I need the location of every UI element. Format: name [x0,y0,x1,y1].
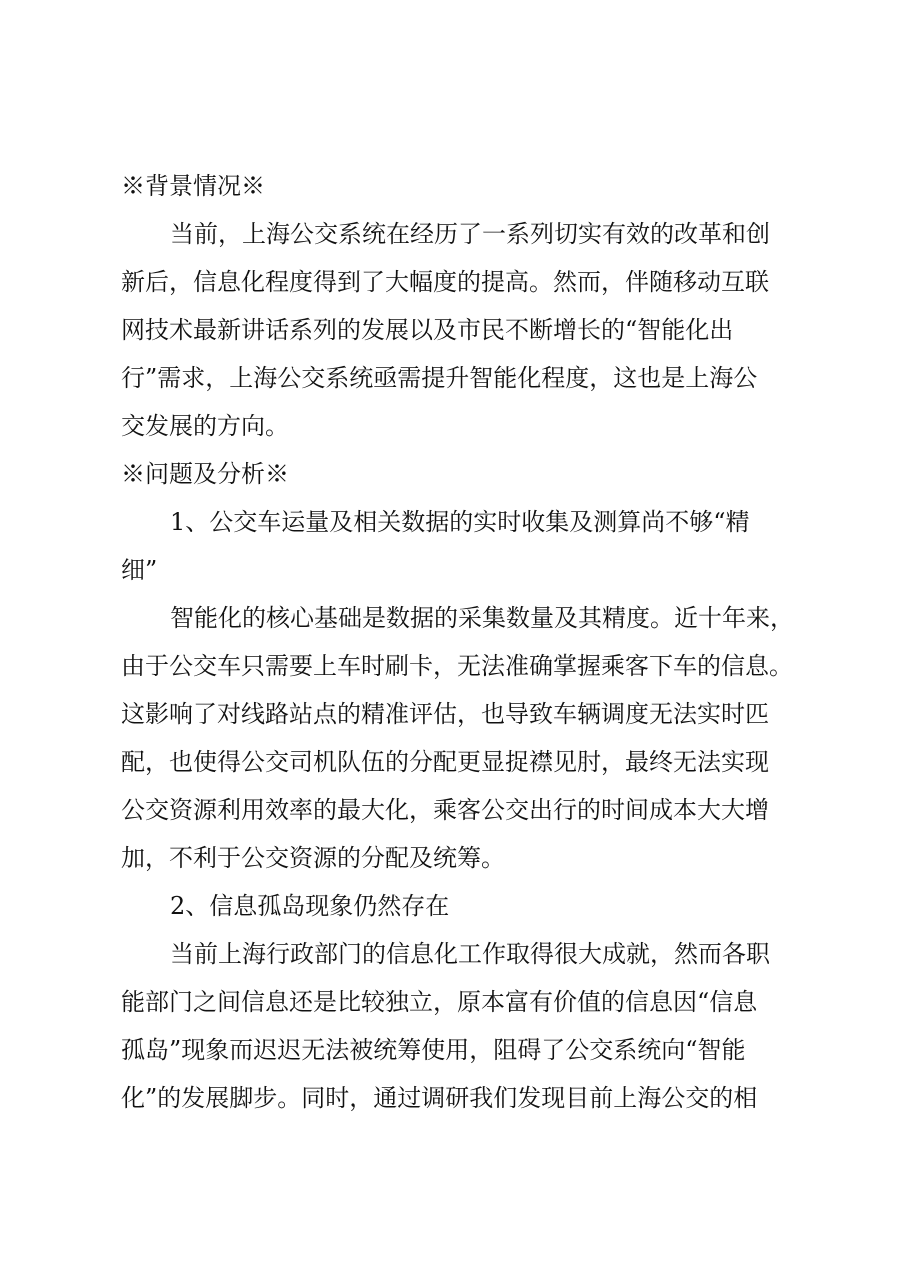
paragraph-line: 智能化的核心基础是数据的采集数量及其精度。近十年来， [170,604,794,632]
subheading-line: 1、公交车运量及相关数据的实时收集及测算尚不够“精 [170,508,750,536]
paragraph-line: 当前上海行政部门的信息化工作取得很大成就，然而各职 [170,940,770,968]
document-body [121,162,794,1122]
paragraph-line: 公交资源利用效率的最大化，乘客公交出行的时间成本大大增 [121,796,769,824]
section-heading-background: ※背景情况※ [121,172,265,200]
paragraph-line: 孤岛”现象而迟迟无法被统筹使用，阻碍了公交系统向“智能 [121,1036,746,1064]
paragraph-line: 配，也使得公交司机队伍的分配更显捉襟见肘，最终无法实现 [121,748,769,776]
paragraph-line: 当前，上海公交系统在经历了一系列切实有效的改革和创 [170,220,770,248]
paragraph-line: 新后，信息化程度得到了大幅度的提高。然而，伴随移动互联 [121,268,769,296]
paragraph-line: 这影响了对线路站点的精准评估，也导致车辆调度无法实时匹 [121,700,769,728]
paragraph-line: 由于公交车只需要上车时刷卡，无法准确掌握乘客下车的信息。 [121,652,793,680]
paragraph-line: 化”的发展脚步。同时，通过调研我们发现目前上海公交的相 [121,1084,758,1112]
subheading-line: 2、信息孤岛现象仍然存在 [170,892,450,920]
paragraph-line: 加，不利于公交资源的分配及统筹。 [121,844,505,872]
paragraph-line: 交发展的方向。 [121,412,289,440]
section-heading-analysis: ※问题及分析※ [121,460,289,488]
paragraph-line: 网技术最新讲话系列的发展以及市民不断增长的“智能化出 [121,316,734,344]
paragraph-line: 行”需求，上海公交系统亟需提升智能化程度，这也是上海公 [121,364,758,392]
subheading-line: 细” [121,556,158,584]
paragraph-line: 能部门之间信息还是比较独立，原本富有价值的信息因“信息 [121,988,758,1016]
